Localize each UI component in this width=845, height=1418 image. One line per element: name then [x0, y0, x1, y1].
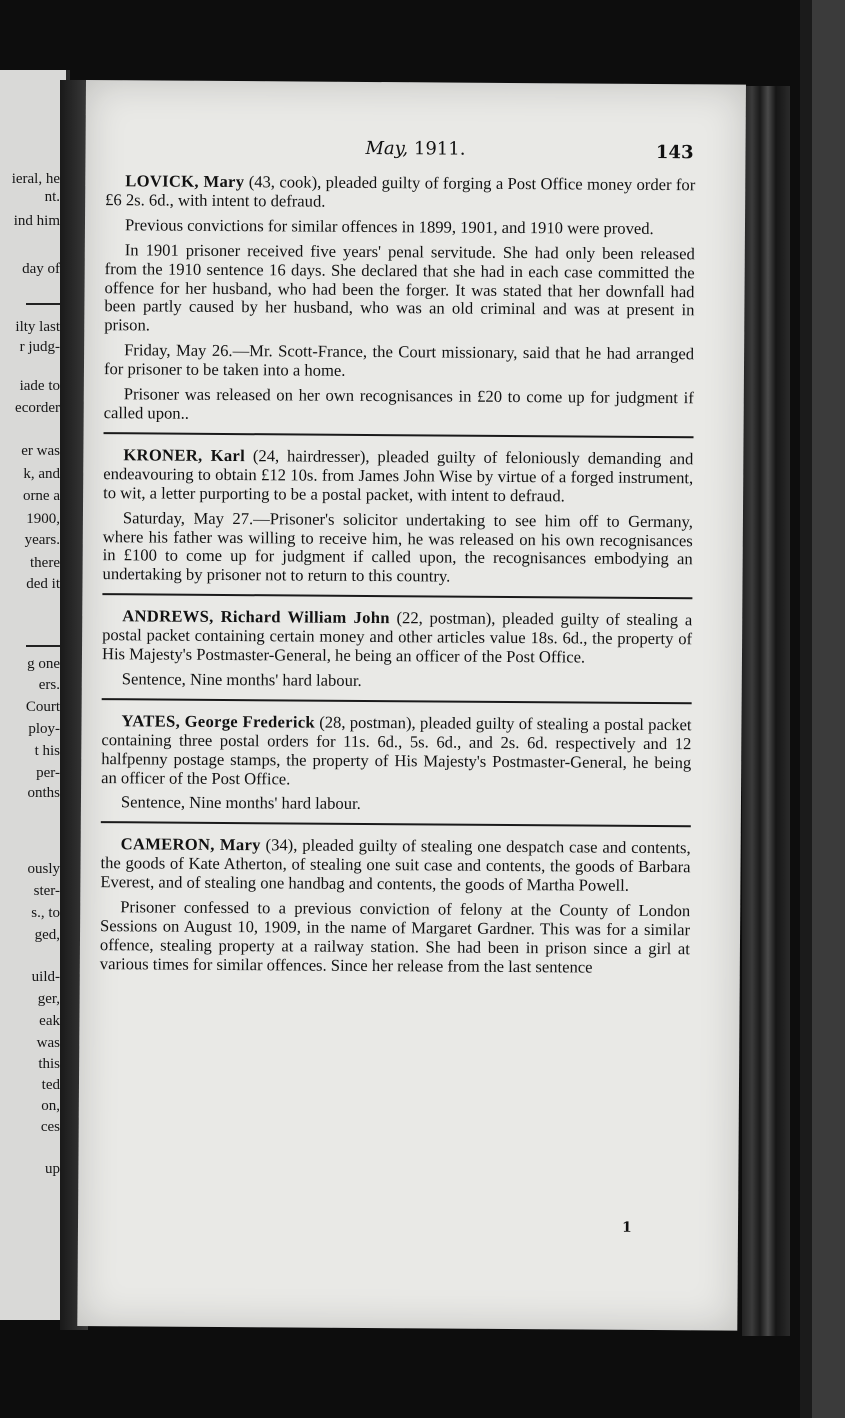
entry-divider — [102, 593, 692, 599]
left-fragment: Court — [25, 699, 60, 715]
case-entry-lovick: LOVICK, Mary (43, cook), pleaded guilty of forging a Post Office money order for £6 2s. 6d., with intent to defraud. Previous convictions for similar offences in 1899, 1901, and 1910 were proved. In 1901 prisoner received five years' penal servitude. She had only been released from the 1910 sentence 16 days. She declared that she had in each case committed the offence for her husband, who had been the forger. It was stated that her downfall had been partly caused by her husband, who was an old criminal and was at present in prison. Friday, May 26.—Mr. Scott-France, the Court missionary, said that he had arranged for prisoner to be taken into a home. Prisoner was released on her own recognisances in £20 to come up for judgment if called upon.. — [104, 172, 696, 427]
background-strip — [800, 0, 845, 1418]
left-fragment: ged, — [34, 927, 60, 943]
case-entry-yates: YATES, George Frederick (28, postman), pleaded guilty of stealing a postal packet containing three postal orders for 11s. 6d., 5s. 6d., and 2s. 6d. respectively and 12 halfpenny postage stamps, the property of His Majesty's Postmaster-General, he being an officer of the Post Office. Sentence, Nine months' hard labour. — [101, 712, 692, 817]
left-fragment: ind him — [13, 213, 60, 229]
page-header — [85, 136, 693, 170]
left-fragment: ecorder — [15, 400, 60, 416]
entry-divider — [101, 821, 691, 827]
entry-divider — [102, 698, 692, 704]
left-fragment: iade to — [19, 378, 60, 394]
left-fragment: ster- — [33, 883, 60, 899]
left-fragment: per- — [36, 765, 60, 781]
page-edges — [742, 86, 790, 1336]
defendant-name: KRONER, Karl — [123, 445, 246, 465]
left-fragment: ted — [41, 1077, 60, 1093]
paragraph: Previous convictions for similar offences in 1899, 1901, and 1910 were proved. — [124, 215, 654, 238]
left-fragment: was — [36, 1035, 60, 1051]
paragraph: Friday, May 26.—Mr. Scott-France, the Court missionary, said that he had arranged for prisoner to be taken into a home. — [103, 340, 695, 380]
left-fragment: ers. — [38, 677, 60, 693]
defendant-name: LOVICK, Mary — [125, 171, 245, 192]
left-fragment: years. — [24, 532, 60, 548]
defendant-name: ANDREWS, Richard William John — [122, 606, 390, 628]
left-fragment: t his — [34, 743, 60, 759]
paragraph: Prisoner confessed to a previous conviction of felony at the County of London Sessions on August 10, 1909, in the name of Margaret Gardner. This was for a similar offence, stealing property at a railway station. She had been in prison since a girl at various times for similar offences. Since her release from the last sentence — [99, 897, 691, 977]
left-fragment: uild- — [31, 969, 60, 985]
running-head: May, 1911. — [365, 137, 466, 160]
left-fragment: ieral, he — [11, 171, 60, 187]
left-fragment: ploy- — [28, 721, 60, 737]
page-body — [100, 172, 696, 984]
main-page — [77, 80, 746, 1331]
left-fragment: er was — [21, 443, 60, 459]
left-fragment: up — [45, 1161, 60, 1177]
left-fragment: day of — [22, 261, 60, 277]
defendant-name: CAMERON, Mary — [120, 834, 261, 855]
left-fragment: 1900, — [26, 511, 60, 527]
case-entry-kroner: KRONER, Karl (24, hairdresser), pleaded guilty of feloniously demanding and endeavouring to obtain £12 10s. from James John Wise by virtue of a forged instrument, to wit, a letter purporting to be a postal packet, with intent to defraud. Saturday, May 27.—Prisoner's solicitor undertaking to see him off to Germany, where his father was willing to receive him, he was released on his own recognisances in £100 to come up for judgment if called upon, the recognisances embodying an undertaking by prisoner not to return to this country. — [102, 446, 693, 588]
paragraph: Sentence, Nine months' hard labour. — [120, 792, 361, 814]
page-number: 143 — [655, 141, 694, 164]
paragraph: In 1901 prisoner received five years' penal servitude. She had only been released from the 1910 sentence 16 days. She declared that she had in each case committed the offence for her husband, who had been the forger. It was stated that her downfall had been partly caused by her husband, who was an old criminal and was at present in prison. — [104, 239, 695, 335]
case-entry-cameron: CAMERON, Mary (34), pleaded guilty of stealing one despatch case and contents, the goods of Kate Atherton, of stealing one suit case and contents, the goods of Barbara Everest, and of stealing one handbag and contents, the goods of Martha Powell. Prisoner confessed to a previous conviction of felony at the County of London Sessions on August 10, 1909, in the name of Margaret Gardner. This was for a similar offence, stealing property at a railway station. She had been in prison since a girl at various times for similar offences. Since her release from the last sentence — [99, 834, 691, 977]
left-fragment: ously — [27, 861, 60, 877]
left-fragment: on, — [41, 1098, 60, 1114]
left-fragment: ces — [40, 1119, 60, 1135]
left-fragment: orne a — [22, 488, 60, 504]
left-fragment: nt. — [44, 189, 60, 205]
paragraph: Sentence, Nine months' hard labour. — [121, 669, 362, 690]
case-entry-andrews: ANDREWS, Richard William John (22, postman), pleaded guilty of stealing a postal packet containing certain money and other articles value 18s. 6d., the property of His Majesty's Postmaster-General, he being an officer of the Post Office. Sentence, Nine months' hard labour. — [102, 607, 693, 693]
entry-divider — [104, 432, 694, 438]
defendant-name: YATES, George Frederick — [121, 711, 316, 732]
left-fragment: there — [30, 555, 60, 571]
signature-mark: 1 — [621, 1219, 632, 1236]
left-fragment: g one — [27, 656, 60, 672]
paragraph: Prisoner was released on her own recognisances in £20 to come up for judgment if called upon.. — [103, 384, 694, 423]
left-fragment: ded it — [26, 576, 60, 592]
left-fragment: ger, — [37, 991, 60, 1007]
left-fragment: onths — [27, 785, 60, 801]
left-fragment: k, and — [23, 466, 60, 482]
paragraph: Saturday, May 27.—Prisoner's solicitor undertaking to see him off to Germany, where his father was willing to receive him, he was released on his own recognisances in £100 to come up for judgment if called upon, the recognisances embodying an undertaking by prisoner not to return to this country. — [102, 507, 694, 586]
left-fragment: s., to — [31, 905, 60, 921]
left-fragment: eak — [39, 1013, 60, 1029]
left-fragment: this — [38, 1056, 60, 1072]
left-fragment: ilty last — [15, 319, 60, 335]
left-fragment: r judg- — [19, 339, 60, 355]
